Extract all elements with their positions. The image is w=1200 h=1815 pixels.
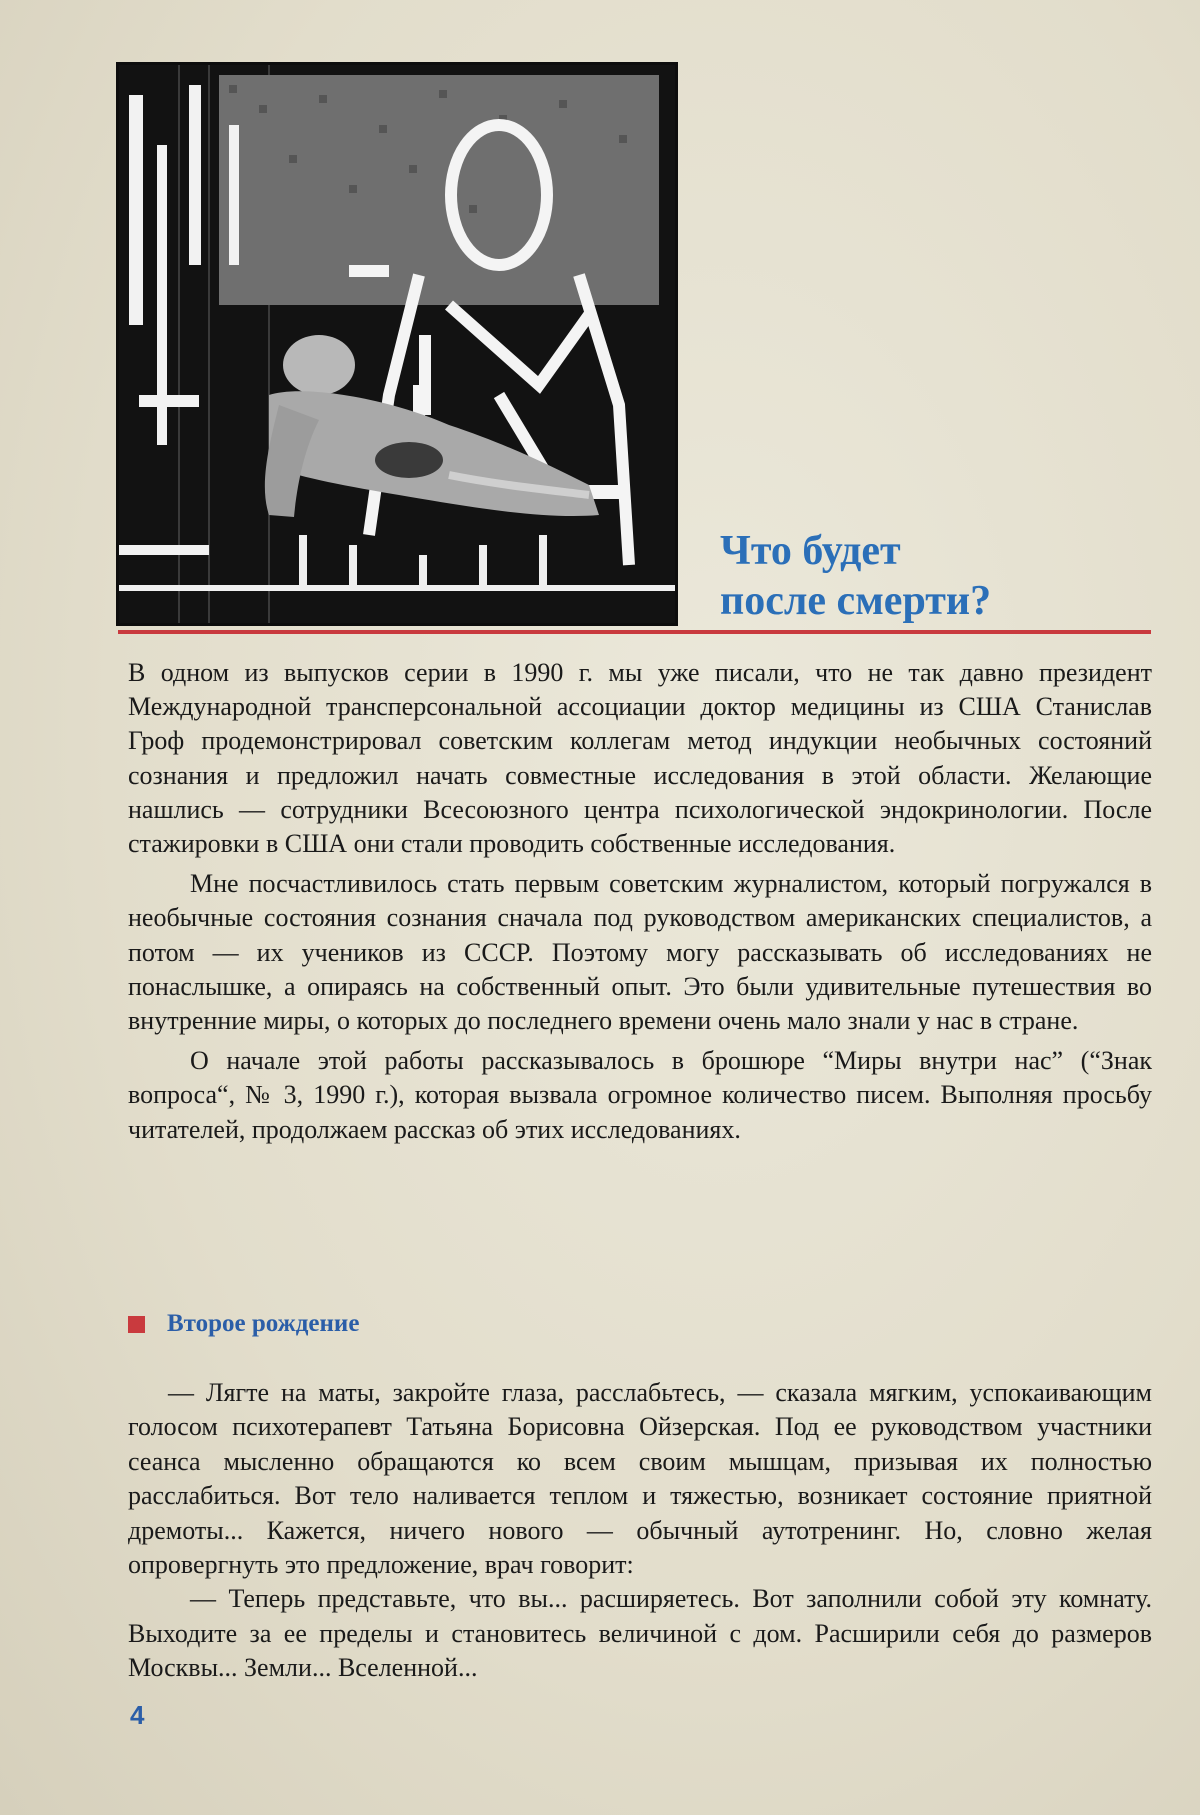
article-illustration bbox=[116, 62, 678, 626]
title-divider bbox=[118, 630, 1151, 634]
paragraph: О начале этой работы рассказывалось в брошюре “Миры внутри нас” (“Знак вопроса“, № 3, 1990 г.), которая вызвала огромное количество писем. Выполняя просьбу читателей, продолжаем рассказ об этих исследованиях. bbox=[128, 1046, 1152, 1144]
section-text bbox=[128, 1376, 1152, 1686]
title-line-2: после смерти? bbox=[720, 578, 992, 624]
paragraph: В одном из выпусков серии в 1990 г. мы уже писали, что не так давно президент Международной трансперсональной ассоциации доктор медицины из США Станислав Гроф продемонстрировал советским коллегам метод индукции необычных состояний сознания и предложил начать совместные исследования в этой области. Желающие нашлись — сотрудники Всесоюзного центра психологической эндокринологии. После стажировки в США они стали проводить собственные исследования. bbox=[128, 658, 1152, 859]
section-heading-label: Второе рождение bbox=[167, 1310, 360, 1337]
intro-text bbox=[128, 656, 1152, 1153]
paragraph: Мне посчастливилось стать первым советским журналистом, который погружался в необычные состояния сознания сначала под руководством американских специалистов, а потом — их учеников из СССР. Поэтому могу рассказывать об исследованиях не понаслышке, а опираясь на собственный опыт. Это были удивительные путешествия во внутренние миры, о которых до последнего времени очень мало знали у нас в стране. bbox=[128, 869, 1152, 1036]
article-title bbox=[720, 526, 1160, 626]
paragraph: — Теперь представьте, что вы... расширяетесь. Вот заполнили собой эту комнату. Выходите за ее пределы и становитесь величиной с дом. Расширили себя до размеров Москвы... Земли... Вселенной... bbox=[128, 1584, 1152, 1683]
title-line-1: Что будет bbox=[720, 528, 901, 574]
paragraph: — Лягте на маты, закройте глаза, расслабьтесь, — сказала мягким, успокаивающим голосом психотерапевт Татьяна Борисовна Ойзерская. Под ее руководством участники сеанса мысленно обращаются ко всем своим мышцам, призывая их полностью расслабиться. Вот тело наливается теплом и тяжестью, возникает состояние приятной дремоты... Кажется, ничего нового — обычный аутотренинг. Но, словно желая опровергнуть это предложение, врач говорит: bbox=[128, 1378, 1152, 1580]
section-heading bbox=[128, 1310, 359, 1338]
page-number: 4 bbox=[130, 1700, 145, 1730]
woodcut-figures-image bbox=[119, 65, 675, 623]
bullet-square-icon bbox=[128, 1316, 145, 1333]
